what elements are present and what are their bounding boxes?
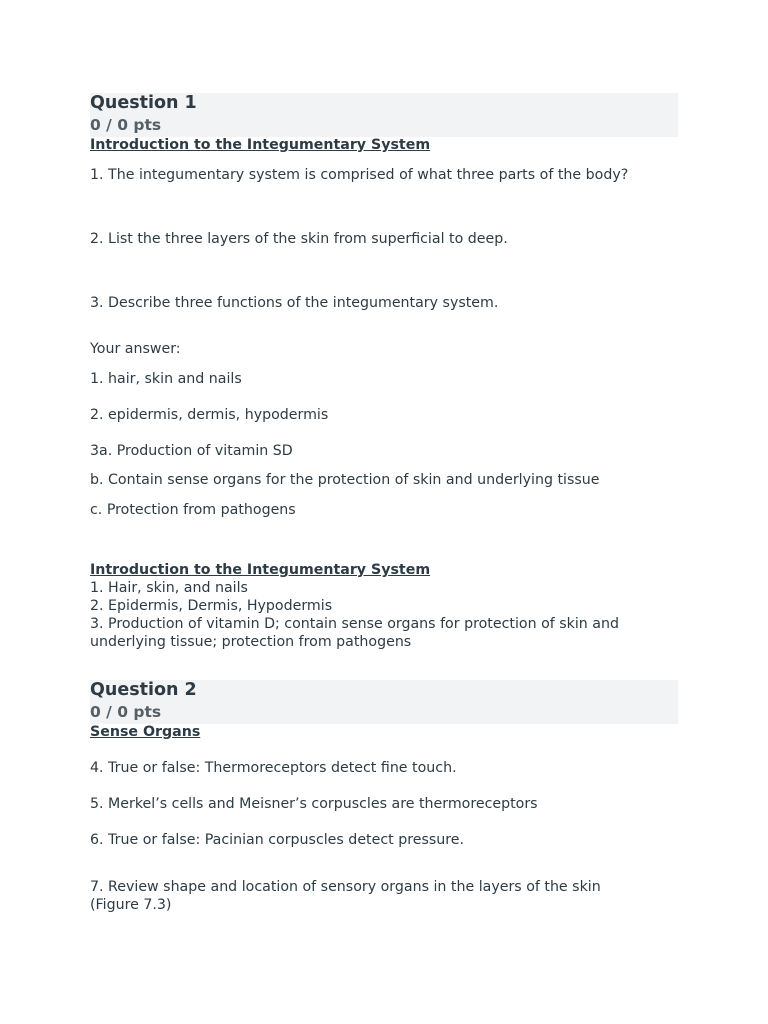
answer-line-3b: b. Contain sense organs for the protection of skin and underlying tissue: [90, 472, 600, 488]
question-2-prompt-7: 7. Review shape and location of sensory organs in the layers of the skin (Figure 7.3): [90, 879, 601, 913]
answer-line-2: 2. epidermis, dermis, hypodermis: [90, 407, 329, 423]
question-1-prompt-1: 1. The integumentary system is comprised of what three parts of the body?: [90, 167, 629, 183]
question-1-prompt-3: 3. Describe three functions of the integumentary system.: [90, 295, 499, 311]
question-2-prompt-5: 5. Merkel’s cells and Meisner’s corpuscles are thermoreceptors: [90, 796, 538, 812]
answer-key-line-2: 2. Epidermis, Dermis, Hypodermis: [90, 598, 333, 614]
question-2-points: 0 / 0 pts: [90, 703, 162, 721]
question-1-title: Question 1: [90, 93, 197, 113]
answer-line-3c: c. Protection from pathogens: [90, 502, 296, 518]
answer-key-line-3: 3. Production of vitamin D; contain sense organs for protection of skin and underlying tissue; protection from pathogens: [90, 616, 619, 650]
question-1-prompt-2: 2. List the three layers of the skin from superficial to deep.: [90, 231, 508, 247]
answer-key-title: Introduction to the Integumentary System: [90, 562, 431, 578]
answer-line-3a: 3a. Production of vitamin SD: [90, 443, 293, 459]
question-2-title: Question 2: [90, 680, 197, 700]
answer-line-1: 1. hair, skin and nails: [90, 371, 242, 387]
question-1-points: 0 / 0 pts: [90, 116, 162, 134]
question-1-section-title: Introduction to the Integumentary System: [90, 137, 431, 153]
answer-key-line-1: 1. Hair, skin, and nails: [90, 580, 248, 596]
question-2-prompt-4: 4. True or false: Thermoreceptors detect fine touch.: [90, 760, 457, 776]
question-2-header: [90, 680, 678, 724]
answer-label: Your answer:: [90, 341, 181, 357]
question-1-header: [90, 93, 678, 137]
question-2-prompt-6: 6. True or false: Pacinian corpuscles detect pressure.: [90, 832, 464, 848]
question-2-section-title: Sense Organs: [90, 724, 201, 740]
